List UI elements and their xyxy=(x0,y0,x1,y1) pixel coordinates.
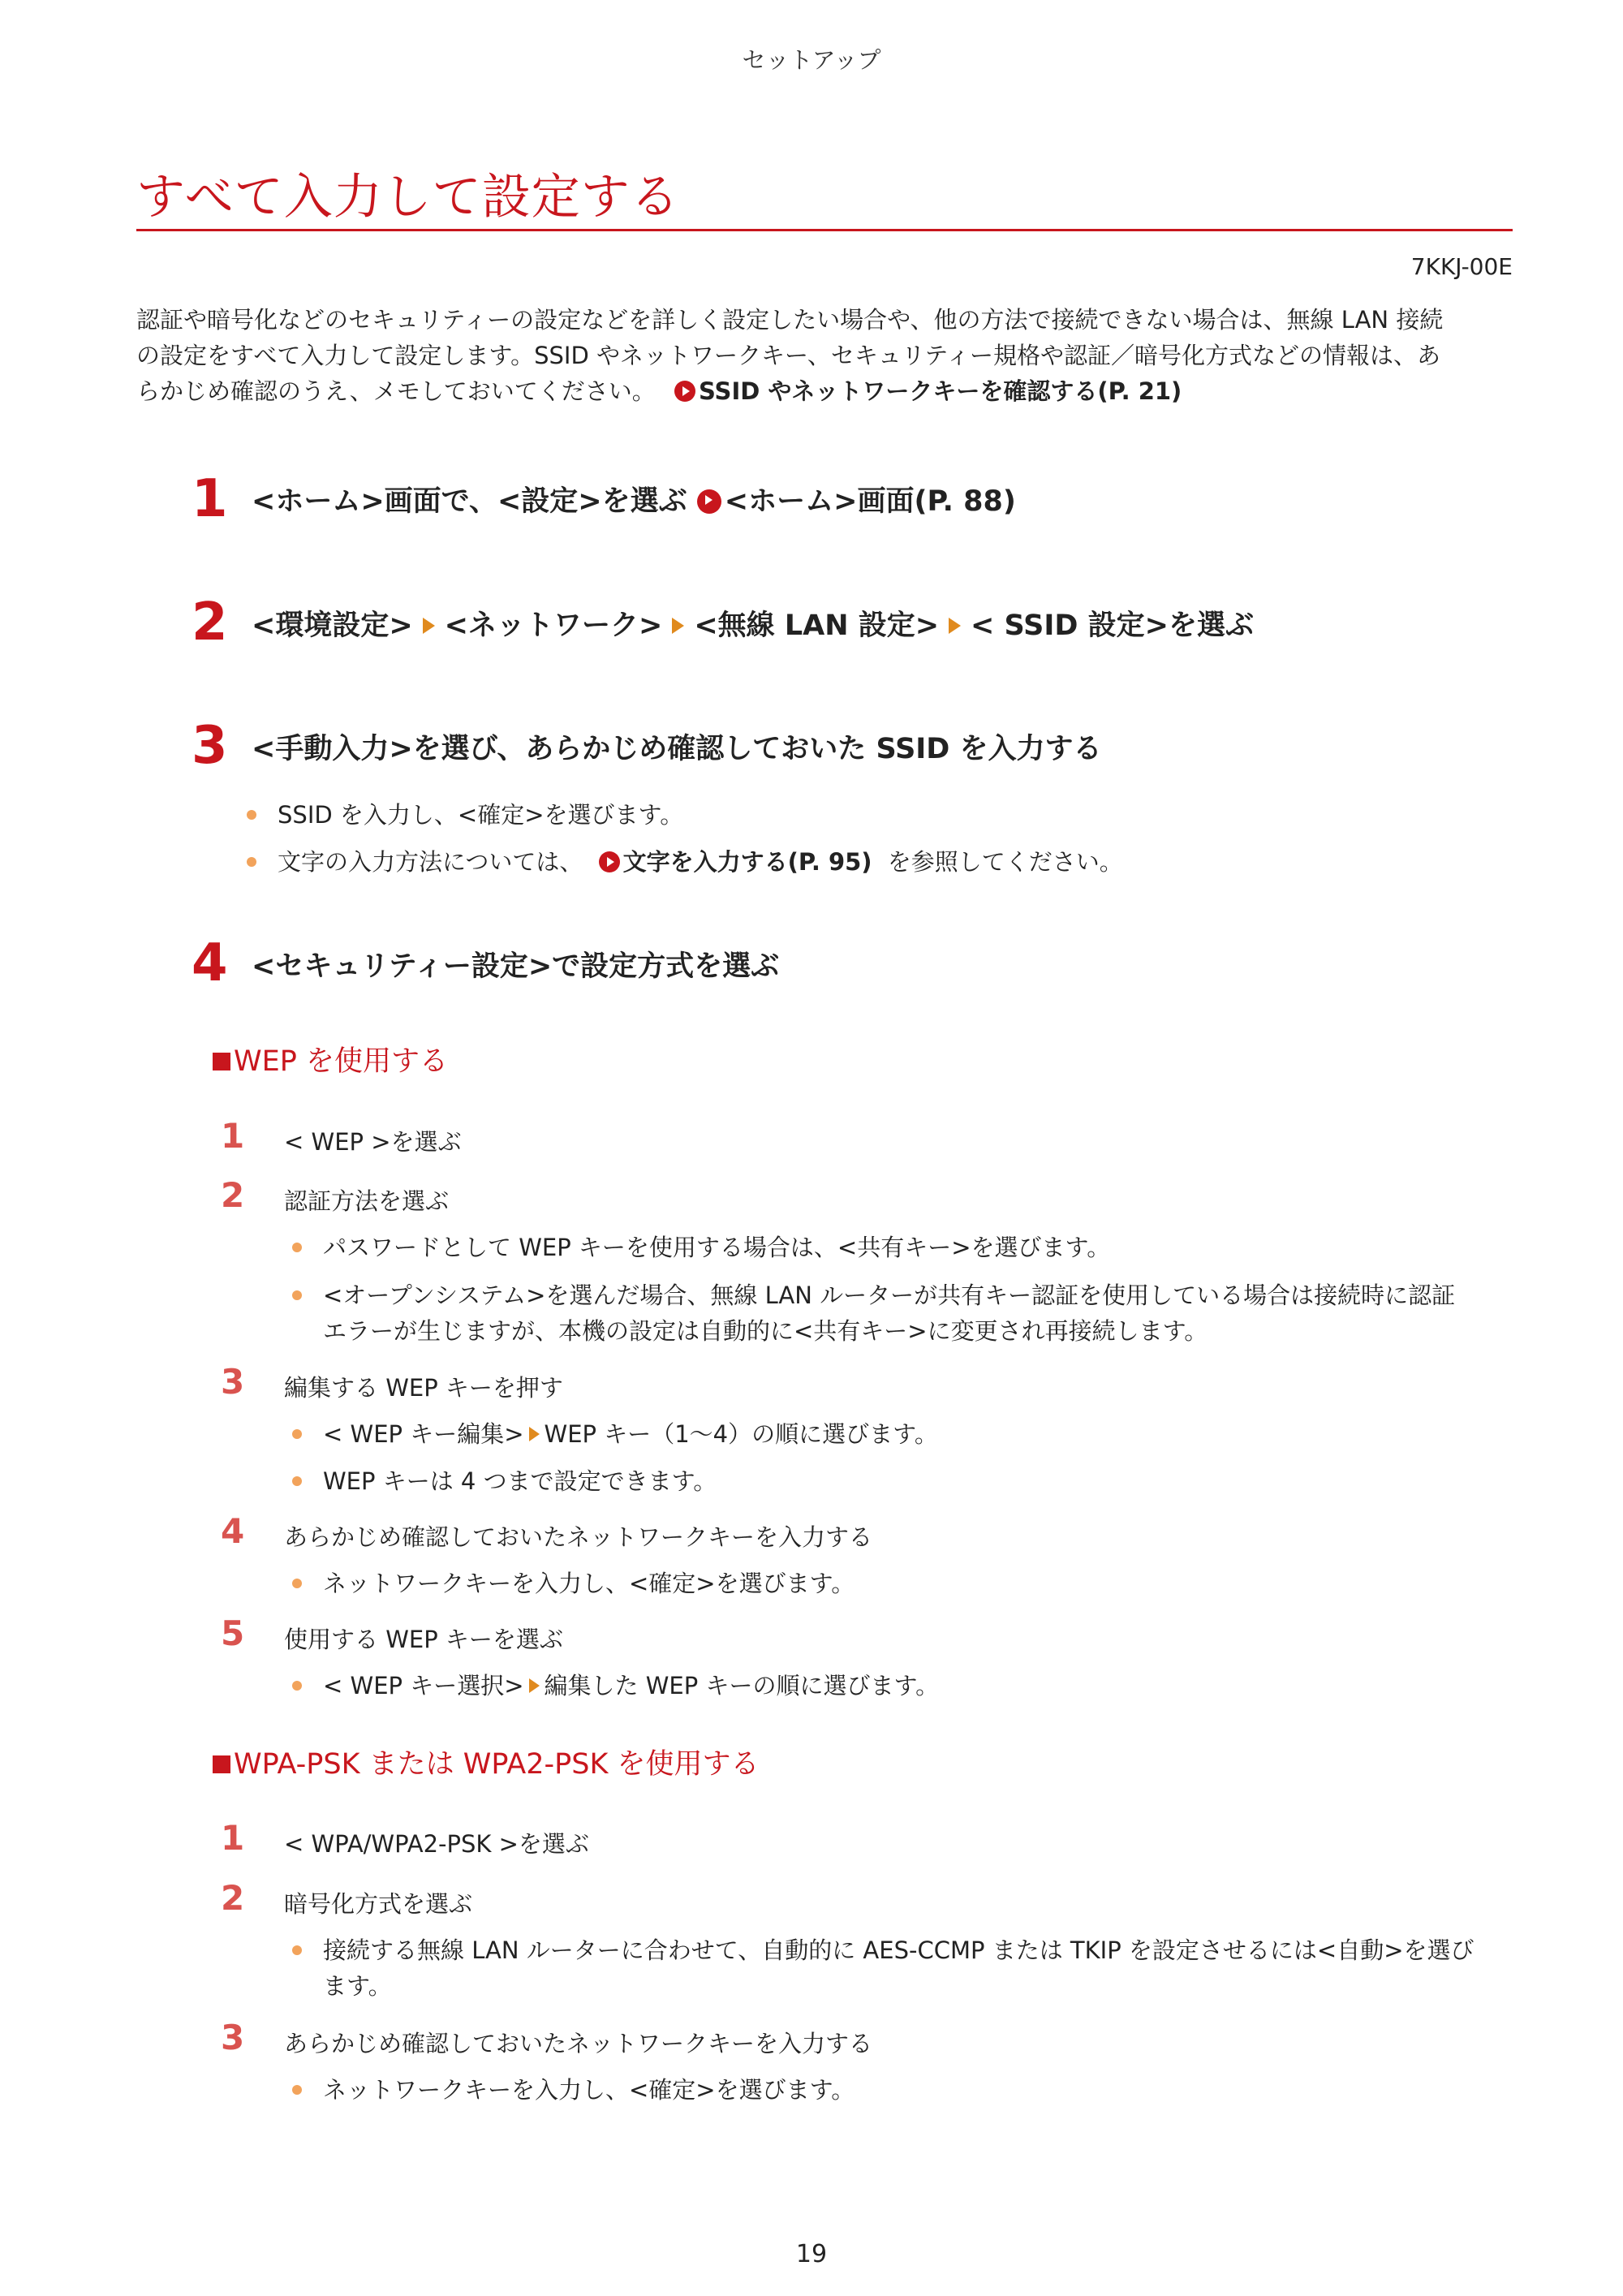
bullet-text: ネットワークキーを入力し、<確定>を選びます。 xyxy=(323,1570,855,1597)
substep-number: 5 xyxy=(221,1613,245,1653)
bullet-dot xyxy=(292,1476,302,1486)
link-arrow-icon xyxy=(697,489,721,514)
bullet-item xyxy=(247,797,1464,833)
bullet-item xyxy=(292,1932,1509,2004)
arrow-right-icon xyxy=(672,618,684,634)
section-heading-wpa xyxy=(213,1742,760,1782)
intro-paragraph xyxy=(136,302,1513,409)
step-number: 4 xyxy=(192,933,228,993)
step-text-label: <ホーム>画面で、<設定>を選ぶ xyxy=(252,485,687,518)
intro-line: 認証や暗号化などのセキュリティーの設定などを詳しく設定したい場合や、他の方法で接続できない場合は、無線 LAN 接続 xyxy=(136,306,1444,334)
bullet-item xyxy=(292,1668,1509,1704)
bullet-item xyxy=(247,844,1464,880)
substep-number: 3 xyxy=(221,1362,245,1402)
intro-line: の設定をすべて入力して設定します。SSID やネットワークキー、セキュリティー規格や認証／暗号化方式などの情報は、あ xyxy=(136,342,1440,369)
bullet-dot xyxy=(247,857,256,867)
substep-number: 4 xyxy=(221,1511,245,1551)
step-link[interactable] xyxy=(697,485,1016,518)
bullet-link-text: 文字を入力する(P. 95) xyxy=(622,848,872,876)
square-marker-icon xyxy=(213,1053,230,1070)
step-link-text: <ホーム>画面(P. 88) xyxy=(724,485,1016,518)
bullet-content xyxy=(278,844,1123,880)
substep-number: 1 xyxy=(221,1818,245,1858)
bullet-dot xyxy=(292,1243,302,1252)
menu-path-item: < SSID 設定>を選ぶ xyxy=(971,610,1254,642)
bullet-content xyxy=(323,1416,938,1452)
menu-path-item: <ネットワーク> xyxy=(444,610,663,642)
bullet-text: ネットワークキーを入力し、<確定>を選びます。 xyxy=(323,2076,855,2104)
link-arrow-icon xyxy=(599,851,620,872)
menu-path-item: < WEP キー編集> xyxy=(323,1420,524,1448)
step-text: <手動入力>を選び、あらかじめ確認しておいた SSID を入力する xyxy=(252,733,1102,765)
bullet-text: WEP キーは 4 つまで設定できます。 xyxy=(323,1467,717,1495)
bullet-content xyxy=(323,1277,1455,1349)
bullet-item xyxy=(292,1463,1509,1499)
bullet-content xyxy=(323,1668,939,1704)
bullet-item xyxy=(292,1277,1509,1349)
bullet-item xyxy=(292,2072,1509,2108)
bullet-dot xyxy=(292,1429,302,1439)
section-heading-text: WPA-PSK または WPA2-PSK を使用する xyxy=(234,1748,760,1781)
bullet-text: WEP キー（1〜4）の順に選びます。 xyxy=(544,1420,938,1448)
step-text: <セキュリティー設定>で設定方式を選ぶ xyxy=(252,950,780,983)
arrow-right-icon xyxy=(529,1678,540,1693)
intro-line-text: らかじめ確認のうえ、メモしておいてください。 xyxy=(136,377,656,405)
bullet-dot xyxy=(247,810,256,820)
substep-number: 3 xyxy=(221,2018,245,2057)
intro-link[interactable] xyxy=(674,377,1182,405)
substep-number: 1 xyxy=(221,1116,245,1156)
substep-text: あらかじめ確認しておいたネットワークキーを入力する xyxy=(284,2030,873,2057)
menu-path-item: <環境設定> xyxy=(252,610,413,642)
link-arrow-icon xyxy=(674,381,695,402)
step-text xyxy=(252,479,1016,519)
square-marker-icon xyxy=(213,1755,230,1773)
bullet-link[interactable] xyxy=(599,848,872,876)
step-number: 2 xyxy=(192,592,228,653)
bullet-text: エラーが生じますが、本機の設定は自動的に<共有キー>に変更され再接続します。 xyxy=(323,1317,1208,1345)
intro-line xyxy=(136,373,1513,409)
doc-id: 7KKJ-00E xyxy=(1410,253,1513,280)
menu-path-item: < WEP キー選択> xyxy=(323,1672,524,1699)
bullet-dot xyxy=(292,1681,302,1691)
substep-number: 2 xyxy=(221,1175,245,1215)
bullet-item xyxy=(292,1230,1509,1265)
bullet-text: パスワードとして WEP キーを使用する場合は、<共有キー>を選びます。 xyxy=(323,1234,1111,1261)
section-heading-wep xyxy=(213,1039,448,1079)
arrow-right-icon xyxy=(423,618,435,634)
step-text xyxy=(252,603,1254,644)
substep-text: 暗号化方式を選ぶ xyxy=(284,1890,473,1918)
bullet-dot xyxy=(292,2085,302,2095)
bullet-item xyxy=(292,1416,1509,1452)
substep-text: 編集する WEP キーを押す xyxy=(284,1374,563,1402)
bullet-dot xyxy=(292,1579,302,1588)
bullet-dot xyxy=(292,1945,302,1955)
substep-text: 認証方法を選ぶ xyxy=(284,1187,450,1215)
substep-number: 2 xyxy=(221,1878,245,1918)
bullet-text: 接続する無線 LAN ルーターに合わせて、自動的に AES-CCMP または TKIP を設定させるには<自動>を選び xyxy=(323,1936,1474,1964)
bullet-text: を参照してください。 xyxy=(887,848,1123,876)
substep-text: < WPA/WPA2-PSK >を選ぶ xyxy=(284,1830,589,1858)
page-number: 19 xyxy=(795,2240,828,2268)
menu-path-item: <無線 LAN 設定> xyxy=(694,610,940,642)
bullet-item xyxy=(292,1566,1509,1601)
substep-text: あらかじめ確認しておいたネットワークキーを入力する xyxy=(284,1523,873,1551)
substep-text: < WEP >を選ぶ xyxy=(284,1128,462,1156)
substep-text: 使用する WEP キーを選ぶ xyxy=(284,1626,563,1653)
page-title: すべて入力して設定する xyxy=(136,169,680,226)
bullet-text: SSID を入力し、<確定>を選びます。 xyxy=(278,801,684,829)
arrow-right-icon xyxy=(949,618,961,634)
title-rule xyxy=(136,229,1513,231)
bullet-dot xyxy=(292,1290,302,1300)
bullet-text: 文字の入力方法については、 xyxy=(278,848,583,876)
step-number: 1 xyxy=(192,469,228,529)
page-header: セットアップ xyxy=(742,46,881,74)
bullet-text: ます。 xyxy=(323,1972,392,2000)
section-heading-text: WEP を使用する xyxy=(234,1045,448,1078)
intro-link-text: SSID やネットワークキーを確認する(P. 21) xyxy=(698,377,1182,405)
arrow-right-icon xyxy=(529,1427,540,1441)
bullet-text: 編集した WEP キーの順に選びます。 xyxy=(544,1672,940,1699)
bullet-text: <オープンシステム>を選んだ場合、無線 LAN ルーターが共有キー認証を使用している場合は接続時に認証 xyxy=(323,1282,1456,1309)
bullet-content xyxy=(323,1932,1474,2004)
step-number: 3 xyxy=(192,716,228,776)
